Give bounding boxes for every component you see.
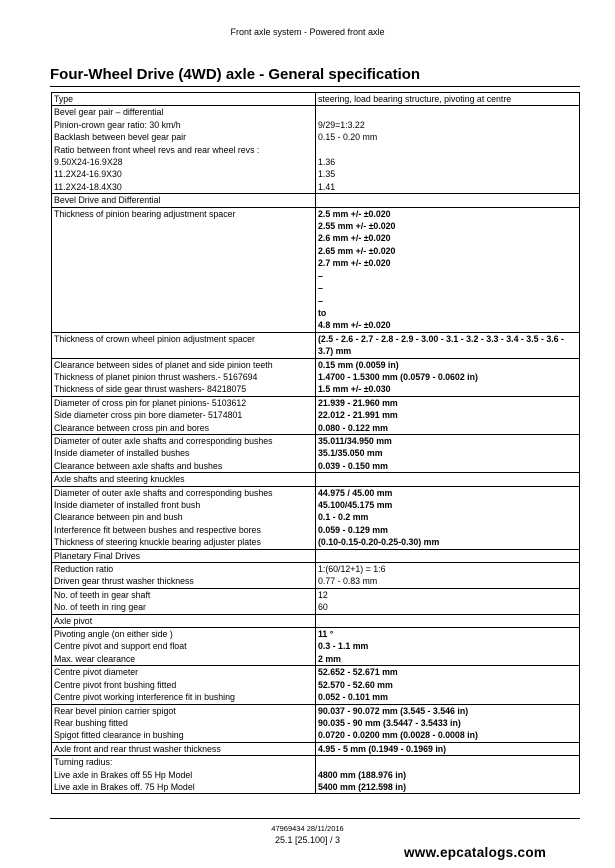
table-row [52,396,580,434]
spec-label: Centre pivot and support end float [54,641,187,652]
spec-value: 52.652 - 52.671 mm [318,667,398,678]
spec-label-cell [52,666,316,704]
spec-value-cell [316,332,580,358]
spec-label-cell [52,396,316,434]
spec-label: No. of teeth in gear shaft [54,589,151,600]
table-row [52,332,580,358]
spec-label: Thickness of planet pinion thrust washers.- 5167694 [54,371,258,382]
spec-label: Type [54,94,74,104]
spec-label-cell [52,358,316,396]
spec-label-cell [52,742,316,755]
spec-value: 0.1 - 0.2 mm [318,512,369,523]
spec-value [318,615,577,627]
spec-label: Interference fit between bushes and respective bores [54,524,261,535]
spec-value: – [318,270,323,281]
table-row [52,358,580,396]
spec-label: Rear bevel pinion carrier spigot [54,705,176,716]
spec-value-cell [316,396,580,434]
spec-value: 90.037 - 90.072 mm (3.545 - 3.546 in) [318,705,469,716]
spec-value: 0.080 - 0.122 mm [318,422,388,433]
spec-value-cell [316,628,580,666]
spec-value: 5400 mm (212.598 in) [318,781,407,792]
spec-label: Clearance between sides of planet and side pinion teeth [54,359,273,370]
spec-label: Clearance between pin and bush [54,512,183,523]
spec-label-cell [52,93,316,106]
spec-label-cell [52,106,316,194]
spec-label-cell [52,588,316,614]
table-row [52,704,580,742]
running-header: Front axle system - Powered front axle [230,27,385,37]
spec-label: Pinion-crown gear ratio: 30 km/h [54,119,181,130]
spec-label: Diameter of cross pin for planet pinions- 5103612 [54,397,247,408]
table-row [52,614,580,627]
spec-label-cell [52,704,316,742]
spec-value [318,550,577,562]
spec-label-cell [52,486,316,549]
spec-value: 1.41 [318,181,336,192]
spec-label: Side diameter cross pin bore diameter- 5174801 [54,410,243,421]
page-number: 25.1 [25.100] / 3 [274,835,341,845]
spec-value: 0.052 - 0.101 mm [318,692,388,703]
spec-label-cell [52,549,316,562]
spec-value: 1.35 [318,169,336,180]
table-row [52,742,580,755]
spec-label: Live axle in Brakes off. 75 Hp Model [54,781,195,792]
spec-label: 9.50X24-16.9X28 [54,157,123,168]
spec-value: 4800 mm (188.976 in) [318,769,407,780]
spec-label: Bevel Drive and Differential [54,195,161,206]
spec-value-cell [316,93,580,106]
spec-label: 11.2X24-18.4X30 [54,181,122,192]
spec-value-cell [316,106,580,194]
spec-value: 60 [318,602,328,613]
spec-value: 1.36 [318,157,336,168]
spec-label-cell [52,473,316,486]
spec-label: Thickness of steering knuckle bearing adjuster plates [54,537,261,548]
spec-label: Centre pivot front bushing fitted [54,679,177,690]
spec-label: Clearance between axle shafts and bushes [54,460,223,471]
spec-label: Thickness of crown wheel pinion adjustment spacer [54,333,255,344]
spec-value: 0.039 - 0.150 mm [318,460,388,471]
spec-value: 2.7 mm +/- ±0.020 [318,258,391,269]
spec-value: 12 [318,589,328,600]
spec-label: Axle shafts and steering knuckles [54,474,185,485]
spec-label-cell [52,194,316,207]
spec-value: 0.3 - 1.1 mm [318,641,369,652]
spec-label-cell [52,434,316,472]
spec-value: 2 mm [318,653,341,664]
spec-label: Pivoting angle (on either side ) [54,629,173,640]
table-row [52,549,580,562]
spec-value-cell [316,704,580,742]
spec-label: Bevel gear pair – differential [54,107,164,118]
table-row [52,93,580,106]
spec-value: 0.15 mm (0.0059 in) [318,359,399,370]
spec-label: Backlash between bevel gear pair [54,132,187,143]
spec-value: steering, load bearing structure, pivoting at centre [318,94,512,104]
table-row [52,106,580,194]
spec-value-cell [316,358,580,396]
document-reference: 47969434 28/11/2016 [271,824,344,833]
spec-label-cell [52,756,316,794]
spec-value-cell [316,666,580,704]
spec-value: 35.1/35.050 mm [318,448,383,459]
spec-value: 21.939 - 21.960 mm [318,397,398,408]
spec-value: (2.5 - 2.6 - 2.7 - 2.8 - 2.9 - 3.00 - 3.1 - 3.2 - 3.3 - 3.4 - 3.5 - 3.6 - 3.7) mm [318,333,564,357]
footer-divider [50,818,580,819]
spec-value: 44.975 / 45.00 mm [318,487,393,498]
spec-value [318,473,577,485]
spec-value: 90.035 - 90 mm (3.5447 - 3.5433 in) [318,717,461,728]
spec-label: Ratio between front wheel revs and rear wheel revs : [54,144,260,155]
spec-value: to [318,307,327,318]
spec-value: (0.10-0.15-0.20-0.25-0.30) mm [318,537,440,548]
watermark: www.epcatalogs.com [404,845,547,860]
spec-label: Axle pivot [54,615,93,626]
spec-value: 0.0720 - 0.0200 mm (0.0028 - 0.0008 in) [318,730,478,741]
title-divider [50,86,580,87]
spec-label: Rear bushing fitted [54,717,128,728]
spec-value: 4.95 - 5 mm (0.1949 - 0.1969 in) [318,743,447,754]
spec-value [318,106,577,118]
spec-label: Diameter of outer axle shafts and corresponding bushes [54,435,273,446]
spec-value-cell [316,756,580,794]
spec-label: Thickness of pinion bearing adjustment spacer [54,208,236,219]
spec-value [318,194,577,206]
spec-label-cell [52,332,316,358]
spec-label: Clearance between cross pin and bores [54,422,210,433]
spec-value: 0.15 - 0.20 mm [318,132,378,143]
spec-value: 22.012 - 21.991 mm [318,410,398,421]
table-row [52,194,580,207]
table-row [52,628,580,666]
spec-value-cell [316,434,580,472]
spec-label: Inside diameter of installed front bush [54,500,201,510]
spec-value-cell [316,194,580,207]
spec-label: Thickness of side gear thrust washers- 84218075 [54,384,247,395]
spec-value-cell [316,588,580,614]
spec-value: 2.55 mm +/- ±0.020 [318,221,396,232]
spec-label: Centre pivot working interference fit in bushing [54,692,235,703]
spec-value: – [318,283,323,294]
spec-value: 4.8 mm +/- ±0.020 [318,320,391,331]
spec-table [51,92,580,794]
spec-label-cell [52,628,316,666]
spec-value-cell [316,207,580,332]
spec-value: – [318,295,323,306]
spec-label: Driven gear thrust washer thickness [54,576,194,587]
spec-label-cell [52,207,316,332]
spec-value: 35.011/34.950 mm [318,435,392,446]
spec-value: 2.6 mm +/- ±0.020 [318,233,391,244]
table-row [52,666,580,704]
spec-label: Axle front and rear thrust washer thickness [54,743,221,754]
spec-value: 1:(60/12+1) = 1:6 [318,564,386,575]
spec-label: Reduction ratio [54,564,114,575]
spec-label: Centre pivot diameter [54,667,139,678]
table-row [52,588,580,614]
spec-value [318,756,577,768]
spec-value: 1.5 mm +/- ±0.030 [318,384,391,395]
spec-label: Live axle in Brakes off 55 Hp Model [54,769,193,780]
spec-value: 2.5 mm +/- ±0.020 [318,208,391,219]
spec-value: 1.4700 - 1.5300 mm (0.0579 - 0.0602 in) [318,371,478,382]
spec-label: Inside diameter of installed bushes [54,448,190,459]
spec-value: 52.570 - 52.60 mm [318,679,393,690]
spec-label: Planetary Final Drives [54,550,141,561]
spec-label-cell [52,614,316,627]
table-row [52,486,580,549]
table-row [52,756,580,794]
spec-label: Max. wear clearance [54,653,136,664]
table-row [52,434,580,472]
spec-value: 11 ° [318,629,334,640]
table-row [52,473,580,486]
spec-value-cell [316,473,580,486]
spec-table-body [52,93,580,794]
spec-value: 0.77 - 0.83 mm [318,576,378,587]
spec-label: Diameter of outer axle shafts and corresponding bushes [54,487,273,498]
spec-value-cell [316,486,580,549]
spec-label-cell [52,563,316,589]
spec-value-cell [316,614,580,627]
page-title: Four-Wheel Drive (4WD) axle - General specification [50,66,421,83]
spec-label: Spigot fitted clearance in bushing [54,730,184,741]
spec-value [318,144,577,156]
spec-value-cell [316,563,580,589]
spec-label: No. of teeth in ring gear [54,602,146,613]
table-row [52,563,580,589]
spec-value-cell [316,742,580,755]
spec-value: 9/29=1:3.22 [318,119,365,130]
spec-value: 45.100/45.175 mm [318,500,393,510]
spec-value: 0.059 - 0.129 mm [318,524,388,535]
spec-value: 2.65 mm +/- ±0.020 [318,245,396,256]
spec-label: Turning radius: [54,757,113,768]
spec-value-cell [316,549,580,562]
table-row [52,207,580,332]
spec-label: 11.2X24-16.9X30 [54,169,122,180]
